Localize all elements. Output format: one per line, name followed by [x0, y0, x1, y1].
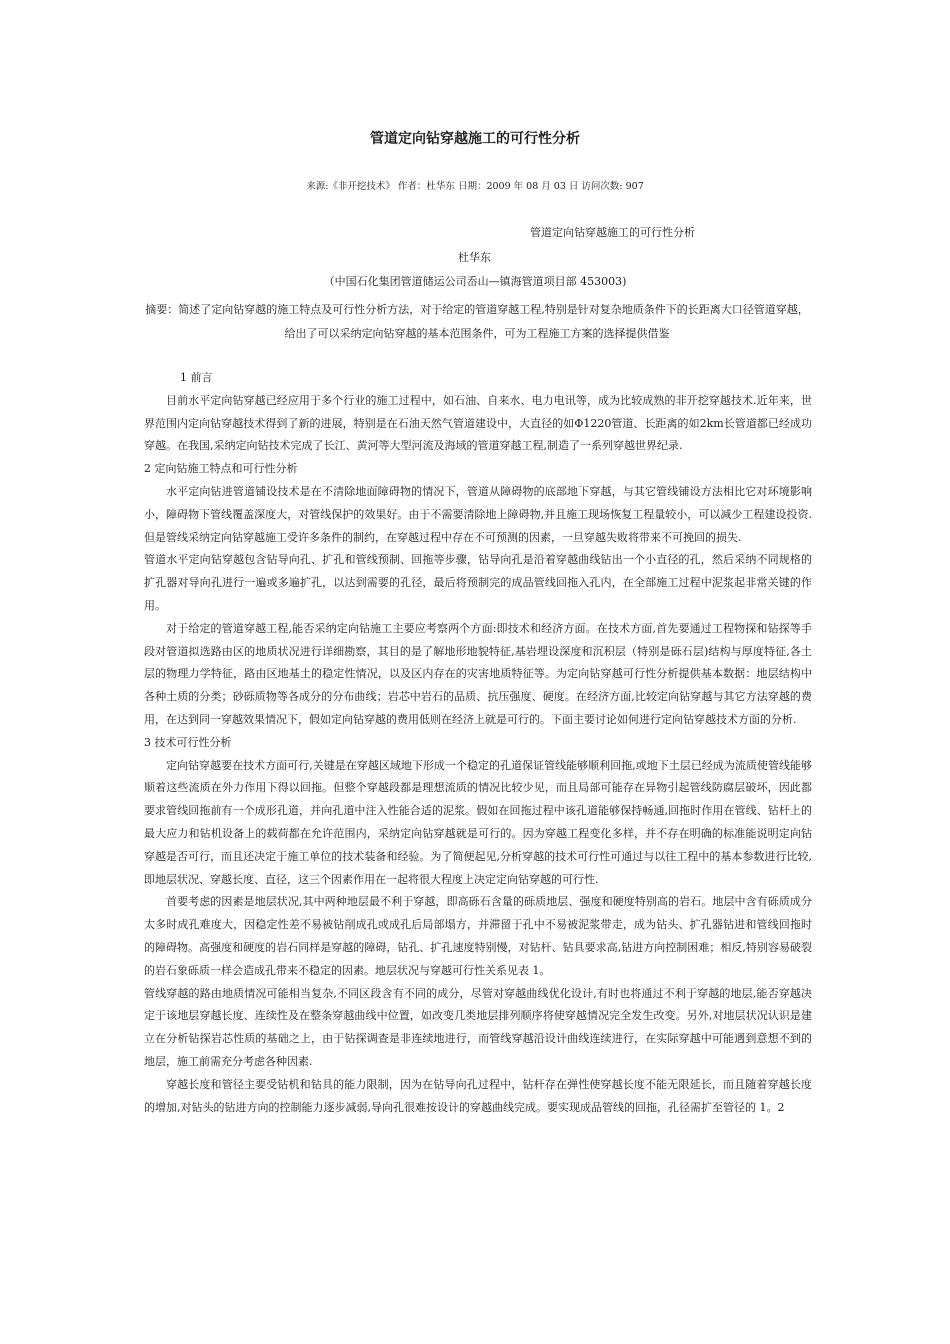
section-heading-2: 2 定向钻施工特点和可行性分析 [144, 462, 298, 476]
source-meta-line: 来源:《非开挖技术》 作者：杜华东 日期：2009 年 08 月 03 日 访问次数: 907 [306, 181, 644, 192]
section-3-paragraph-1: 定向钻穿越要在技术方面可行,关键是在穿越区域地下形成一个稳定的孔道保证管线能够顺利回拖,或地下土层已经成为流质使管线能够顺着这些流质在外力作用下得以回拖。但整个穿越段都是理想流质的情况比较少见，而且局部可能存在异物引起管线防腐层破坏，因此都要求管线回拖前有一个成形孔道，并向孔道中注入性能合适的泥浆。假如在回拖过程中该孔道能够保持畅通,回拖时作用在管线、钻杆上的最大应力和钻机设备上的载荷都在允许范围内，采纳定向钻穿越就是可行的。因为穿越工程变化多样，并不存在明确的标准能说明定向钻穿越是否可行，而且还决定于施工单位的技术装备和经验。为了简便起见,分析穿越的技术可行性可通过与以往工程中的基本参数进行比较,即地层状况、穿越长度、直径，这三个因素作用在一起将很大程度上决定定向钻穿越的可行性. [144, 758, 812, 886]
section-3-paragraph-4: 穿越长度和管径主要受钻机和钻具的能力限制，因为在钻导向孔过程中，钻杆存在弹性使穿越长度不能无限延长，而且随着穿越长度的增加,对钻头的钻进方向的控制能力逐步减弱,导向孔很难按设计的穿越曲线完成。要实现成品管线的回拖，孔径需扩至管径的 1。2 [144, 1077, 812, 1114]
section-2-paragraph-3: 对于给定的管道穿越工程,能否采纳定向钻施工主要应考察两个方面:即技术和经济方面。在技术方面,首先要通过工程物探和钻探等手段对管道拟选路由区的地质状况进行详细勘察，其目的是了解地形地貌特征,基岩埋设深度和沉积层（特别是砾石层)结构与厚度特征,各土层的物理力学特征，路由区地基土的稳定性情况，以及区内存在的灾害地质特征等。为定向钻穿越可行性分析提供基本数据：地层结构中各种土质的分类；砂砾质物等各成分的分布曲线；岩芯中岩石的品质、抗压强度、硬度。在经济方面,比较定向钻穿越与其它方法穿越的费用，在达到同一穿越效果情况下，假如定向钻穿越的费用低则在经济上就是可行的。下面主要讨论如何进行定向钻穿越技术方面的分析. [144, 621, 812, 726]
abstract: 摘要：简述了定向钻穿越的施工特点及可行性分析方法，对于给定的管道穿越工程,特别是针对复杂地质条件下的长距离大口径管道穿越，给出了可以采纳定向钻穿越的基本范围条件，可为工程施工方案的选择提供借鉴 [145, 303, 809, 340]
section-2-paragraph-2: 管道水平定向钻穿越包含钻导向孔、扩孔和管线预制、回拖等步骤，钻导向孔是沿着穿越曲线钻出一个小直径的孔，然后采纳不同规格的扩孔器对导向孔进行一遍或多遍扩孔，以达到需要的孔径，最后将预制完的成品管线回拖入孔内，在全部施工过程中泥浆起非常关键的作用。 [144, 553, 812, 612]
section-heading-3: 3 技术可行性分析 [144, 735, 232, 749]
section-3-paragraph-2: 首要考虑的因素是地层状况,其中两种地层最不利于穿越，即高砾石含量的砾质地层、强度和硬度特别高的岩石。地层中含有砾质成分太多时成孔难度大，因稳定性差不易被钻削成孔或成孔后局部塌方，并滞留于孔中不易被泥浆带走，成为钻头、扩孔器钻进和管线回拖时的障碍物。高强度和硬度的岩石同样是穿越的障碍，钻孔、扩孔速度特别慢，对钻杆、钻具要求高,钻进方向控制困难；相反,特别容易破裂的岩石象砾质一样会造成孔带来不稳定的因素。地层状况与穿越可行性关系见表 1。 [144, 895, 812, 977]
section-3-paragraph-3: 管线穿越的路由地质情况可能相当复杂,不同区段含有不同的成分，尽管对穿越曲线优化设计,有时也将通过不利于穿越的地层,能否穿越决定于该地层穿越长度、连续性及在整条穿越曲线中位置，如改变几类地层排列顺序将使穿越情况完全发生改变。另外,对地层状况认识是建立在分析钻探岩芯性质的基础之上，由于钻探调查是非连续地进行，而管线穿越沿设计曲线连续进行，在实际穿越中可能遇到意想不到的地层，施工前需充分考虑各种因素. [144, 986, 812, 1068]
article-subtitle: 管道定向钻穿越施工的可行性分析 [530, 226, 695, 239]
page-title: 管道定向钻穿越施工的可行性分析 [370, 131, 580, 147]
section-heading-1: 1 前言 [180, 371, 213, 384]
author-affiliation: （中国石化集团管道储运公司岙山—镇海管道项目部 453003) [323, 275, 627, 288]
article-body [144, 367, 812, 1119]
author-name: 杜华东 [458, 251, 491, 264]
section-1-paragraph: 目前水平定向钻穿越已经应用于多个行业的施工过程中，如石油、自来水、电力电讯等，成为比较成熟的非开挖穿越技术.近年来，世界范围内定向钻穿越技术得到了新的进展，特别是在石油天然气管道建设中，大直径的如Φ1220管道、长距离的如2km长管道都已经成功穿越。在我国,采纳定向钻技术完成了长江、黄河等大型河流及海域的管道穿越工程,制造了一系列穿越世界纪录. [144, 393, 812, 453]
section-2-paragraph-1: 水平定向钻进管道铺设技术是在不清除地面障碍物的情况下，管道从障碍物的底部地下穿越，与其它管线铺设方法相比它对环境影响小，障碍物下管线覆盖深度大，对管线保护的效果好。由于不需要清除地上障碍物,并且施工现场恢复工程量较小，可以减少工程建设投资.但是管线采纳定向钻穿越施工受许多条件的制约，在穿越过程中存在不可预测的因素，一旦穿越失败将带来不可挽回的损失. [144, 484, 812, 544]
